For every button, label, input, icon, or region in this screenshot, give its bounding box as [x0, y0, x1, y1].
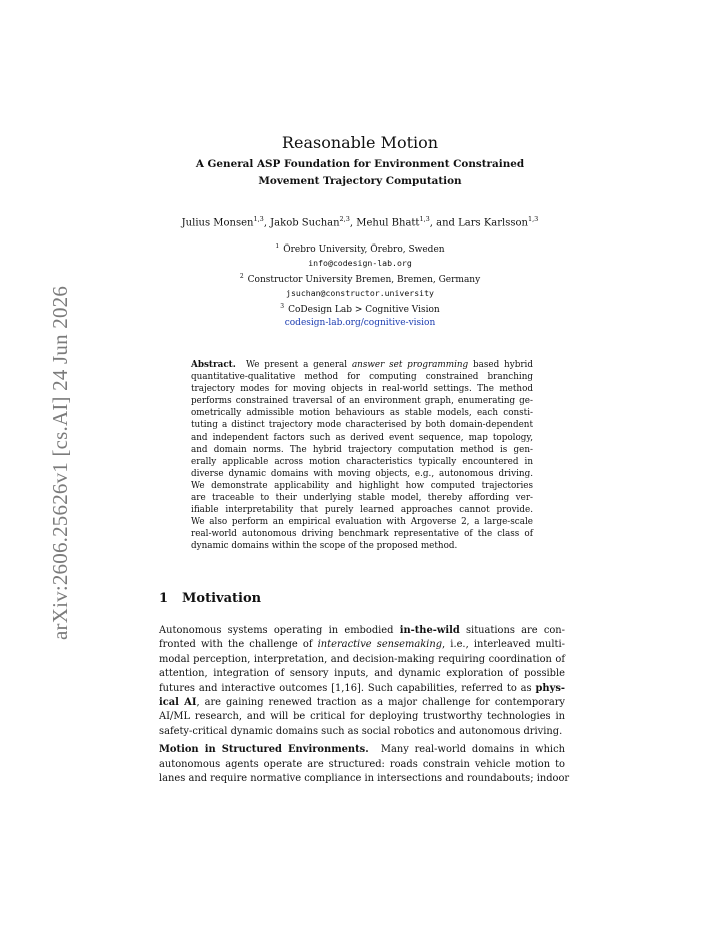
author-affiliation-mark: 1,3	[253, 215, 264, 223]
author-affiliation-mark: 1,3	[527, 215, 539, 223]
paragraph-heading: Motion in Structured Environments.	[159, 744, 381, 756]
author-list: Julius Monsen$^{1,3}$, Jakob Suchan$^{2,3}$, Mehul Bhatt$^{1,3}$, and Lars Karlsson$^{1,3}$	[181, 215, 539, 229]
text-line: lanes and require normative compliance in intersections and roundabouts; indoor	[159, 773, 570, 785]
text-line: real-world autonomous driving benchmark representative of the class of	[191, 529, 533, 540]
paper-title: Reasonable Motion	[281, 133, 439, 152]
text-line: futures and interactive outcomes [1,16]. Such capabilities, referred to as phys-	[159, 682, 565, 694]
text-line: ical AI, are gaining renewed traction as a major challenge for contemporary	[159, 697, 565, 709]
text-line: are traceable to their underlying stable model, thereby affording ver-	[191, 493, 533, 504]
text-line: Autonomous systems operating in embodied in-the-wild situations are con-	[159, 625, 566, 636]
subtitle-line-2: Movement Trajectory Computation	[258, 175, 462, 187]
author-name: Mehul Bhatt	[356, 217, 420, 229]
section-title: Motivation	[182, 591, 262, 606]
text-line: Motion in Structured Environments. Many real-world domains in which	[159, 744, 565, 756]
author-name: Lars Karlsson	[458, 217, 528, 229]
paper-subtitle	[0, 156, 720, 190]
author-name: Julius Monsen	[181, 217, 254, 229]
affiliation-1-email[interactable]: info@codesign-lab.org	[308, 258, 412, 268]
text-line: and independent factors such as derived event sequence, map topology,	[191, 432, 533, 443]
affiliation-1: $^1$ Örebro University, Örebro, Sweden	[275, 243, 445, 255]
text-line: ometrically admissible motion behaviours as stable models, each consti-	[191, 408, 533, 419]
abstract-label: Abstract.	[191, 360, 246, 370]
affiliations	[0, 240, 720, 330]
text-line: ifiable interpretability that purely learned approaches cannot provide.	[191, 505, 533, 516]
text-line: erally applicable across motion characteristics typically encountered in	[191, 456, 533, 467]
text-line: diverse dynamic domains with moving objects, e.g., autonomous driving.	[191, 468, 533, 479]
affiliation-3-link[interactable]: codesign-lab.org/cognitive-vision	[284, 318, 436, 328]
text-line: modal perception, interpretation, and decision-making requiring coordination of	[159, 653, 565, 665]
subtitle-line-1: A General ASP Foundation for Environment Constrained	[195, 158, 525, 170]
affiliation-2: $^2$ Constructor University Bremen, Bremen, Germany	[239, 273, 481, 285]
paragraph-structured-environments	[159, 743, 570, 786]
body-text	[159, 624, 570, 786]
text-line: Abstract. We present a general answer set programming based hybrid	[191, 360, 533, 370]
text-line: tuting a distinct trajectory mode characterised by both domain-dependent	[191, 420, 533, 431]
abstract	[191, 359, 533, 553]
arxiv-identifier: arXiv:2606.25626v1 [cs.AI] 24 Jun 2026	[48, 285, 72, 640]
text-line: performs constrained traversal of an environment graph, enumerating ge-	[191, 396, 533, 407]
text-line: We demonstrate applicability and highlight how computed trajectories	[191, 480, 533, 491]
text-line: trajectory modes for moving objects in real-world settings. The method	[191, 384, 533, 395]
text-line: We also perform an empirical evaluation with Argoverse 2, a large-scale	[191, 517, 533, 528]
section-number: 1	[159, 591, 169, 606]
affiliation-3: $^3$ CoDesign Lab > Cognitive Vision	[280, 303, 440, 315]
text-line: quantitative-qualitative method for computing constrained branching	[191, 372, 533, 383]
author-affiliation-mark: 2,3	[339, 215, 350, 223]
text-line: safety-critical dynamic domains such as social robotics and autonomous driving.	[159, 725, 563, 737]
text-line: fronted with the challenge of interactive sensemaking, i.e., interleaved multi-	[159, 639, 565, 651]
text-line: AI/ML research, and will be critical for deploying trustworthy technologies in	[159, 711, 565, 723]
author-name: Jakob Suchan	[270, 217, 340, 229]
affiliation-2-email[interactable]: jsuchan@constructor.university	[286, 288, 434, 298]
section-heading	[159, 591, 261, 606]
author-affiliation-mark: 1,3	[419, 215, 430, 223]
text-line: attention, integration of sensory inputs, and dynamic exploration of possible	[159, 668, 565, 680]
paragraph-motivation	[159, 624, 565, 739]
abstract-text	[191, 359, 533, 553]
text-line: and domain norms. The hybrid trajectory computation method is gen-	[191, 444, 533, 455]
text-line: autonomous agents operate are structured: roads constrain vehicle motion to	[159, 758, 565, 770]
text-line: dynamic domains within the scope of the proposed method.	[191, 541, 458, 552]
